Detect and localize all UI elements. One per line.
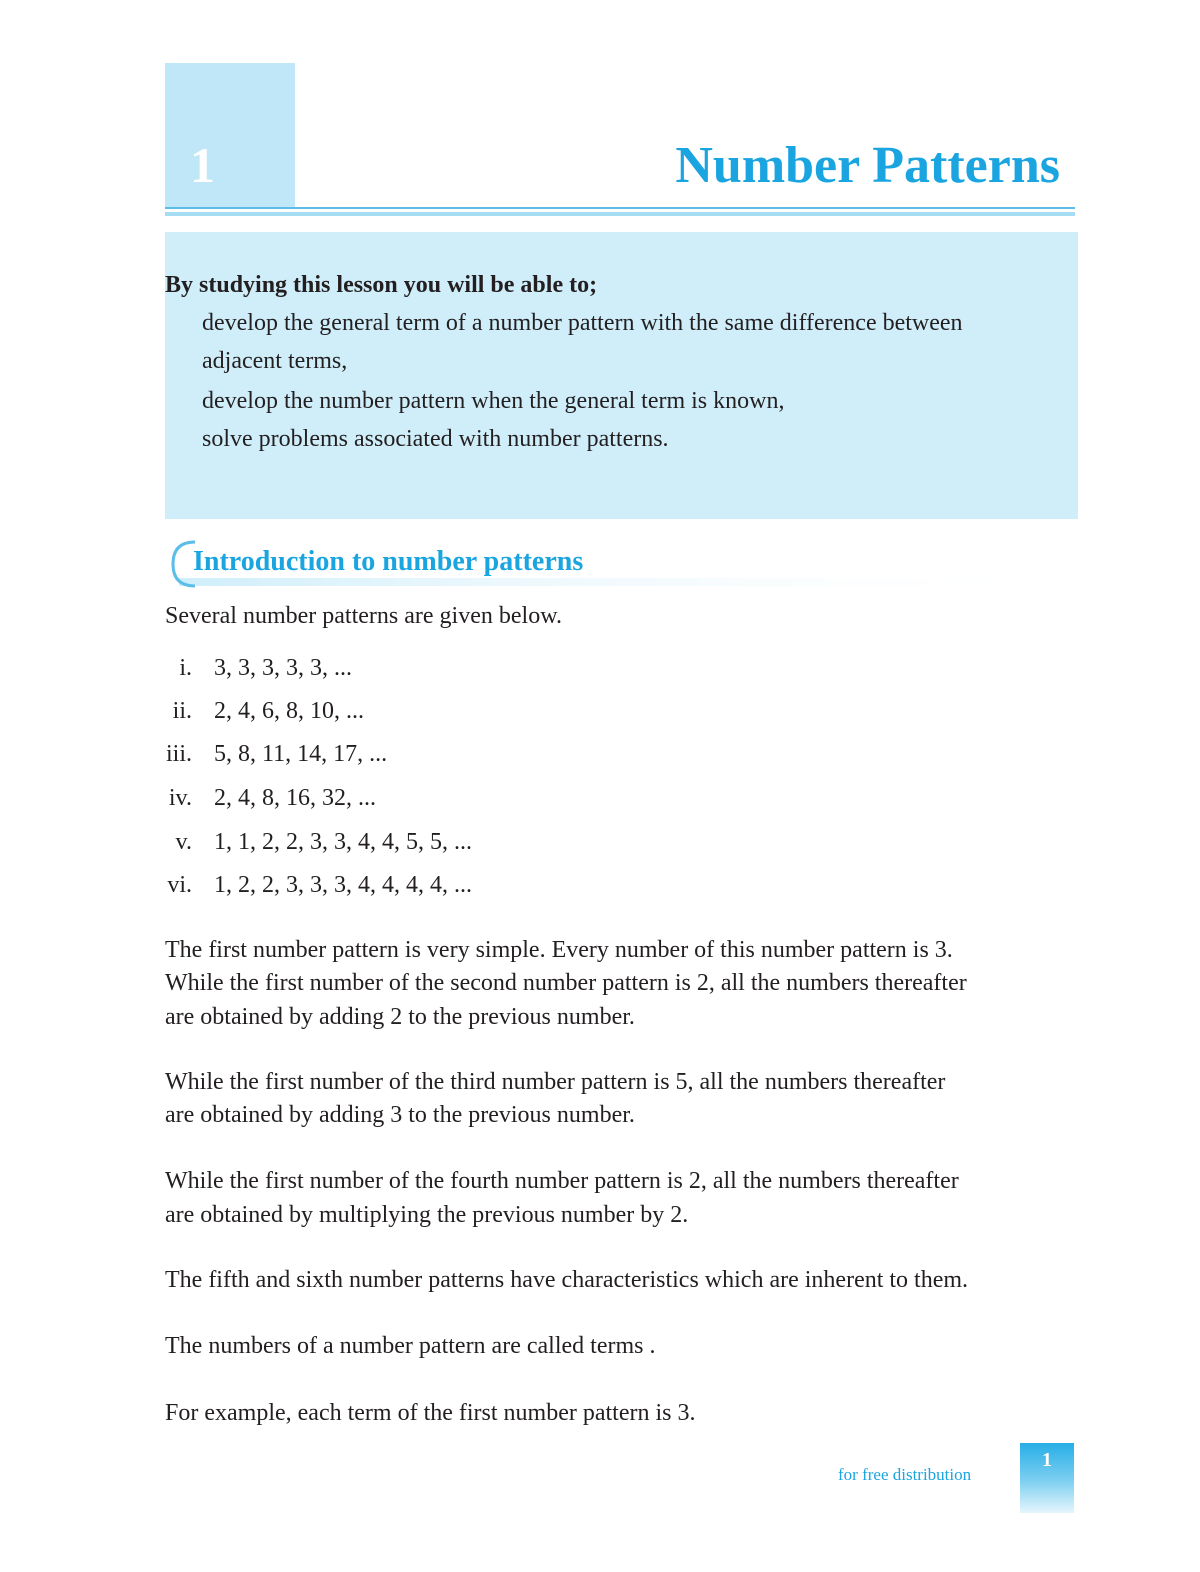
paragraph-line: The fifth and sixth number patterns have characteristics which are inherent to them. (165, 1267, 969, 1293)
objective-line: solve problems associated with number patterns. (202, 426, 669, 452)
paragraph-line: While the first number of the fourth number pattern is 2, all the numbers thereafter (165, 1168, 959, 1194)
pattern-numeral: i. (179, 655, 192, 681)
pattern-sequence: 2, 4, 8, 16, 32, ... (214, 785, 376, 811)
paragraph-line: The first number pattern is very simple. Every number of this number pattern is 3. (165, 937, 953, 963)
objective-line: develop the general term of a number pattern with the same difference between (202, 310, 963, 336)
paragraph-line: While the first number of the third number pattern is 5, all the numbers thereafter (165, 1069, 946, 1095)
paragraph-line: The numbers of a number pattern are called terms . (165, 1333, 656, 1359)
objective-line: develop the number pattern when the general term is known, (202, 388, 785, 414)
paragraph-line: are obtained by adding 2 to the previous number. (165, 1004, 635, 1030)
header-rule-bottom (165, 212, 1075, 216)
pattern-numeral: vi. (167, 872, 192, 898)
section-lead: Several number patterns are given below. (165, 603, 562, 629)
paragraph-line: For example, each term of the first number pattern is 3. (165, 1400, 696, 1426)
section-heading: Introduction to number patterns (193, 546, 584, 577)
chapter-title: Number Patterns (675, 137, 1060, 194)
chapter-number: 1 (190, 137, 215, 193)
page-number: 1 (1042, 1449, 1052, 1471)
objective-line: adjacent terms, (202, 348, 348, 374)
pattern-sequence: 3, 3, 3, 3, 3, ... (214, 655, 352, 681)
paragraph-line: are obtained by multiplying the previous number by 2. (165, 1202, 689, 1228)
chapter-number-box (165, 63, 295, 208)
paragraph-line: are obtained by adding 3 to the previous number. (165, 1102, 635, 1128)
pattern-numeral: iii. (165, 741, 192, 767)
pattern-numeral: iv. (168, 785, 192, 811)
pattern-numeral: v. (175, 829, 192, 855)
pattern-numeral: ii. (172, 698, 192, 724)
footer-distribution: for free distribution (838, 1465, 972, 1484)
header-rule-top (165, 207, 1075, 209)
objectives-intro: By studying this lesson you will be able to; (165, 272, 598, 298)
pattern-sequence: 2, 4, 6, 8, 10, ... (214, 698, 364, 724)
pattern-sequence: 1, 1, 2, 2, 3, 3, 4, 4, 5, 5, ... (214, 829, 472, 855)
pattern-sequence: 5, 8, 11, 14, 17, ... (214, 741, 388, 767)
pattern-sequence: 1, 2, 2, 3, 3, 3, 4, 4, 4, 4, ... (214, 872, 472, 898)
paragraph-line: While the first number of the second number pattern is 2, all the numbers thereafter (165, 970, 967, 996)
